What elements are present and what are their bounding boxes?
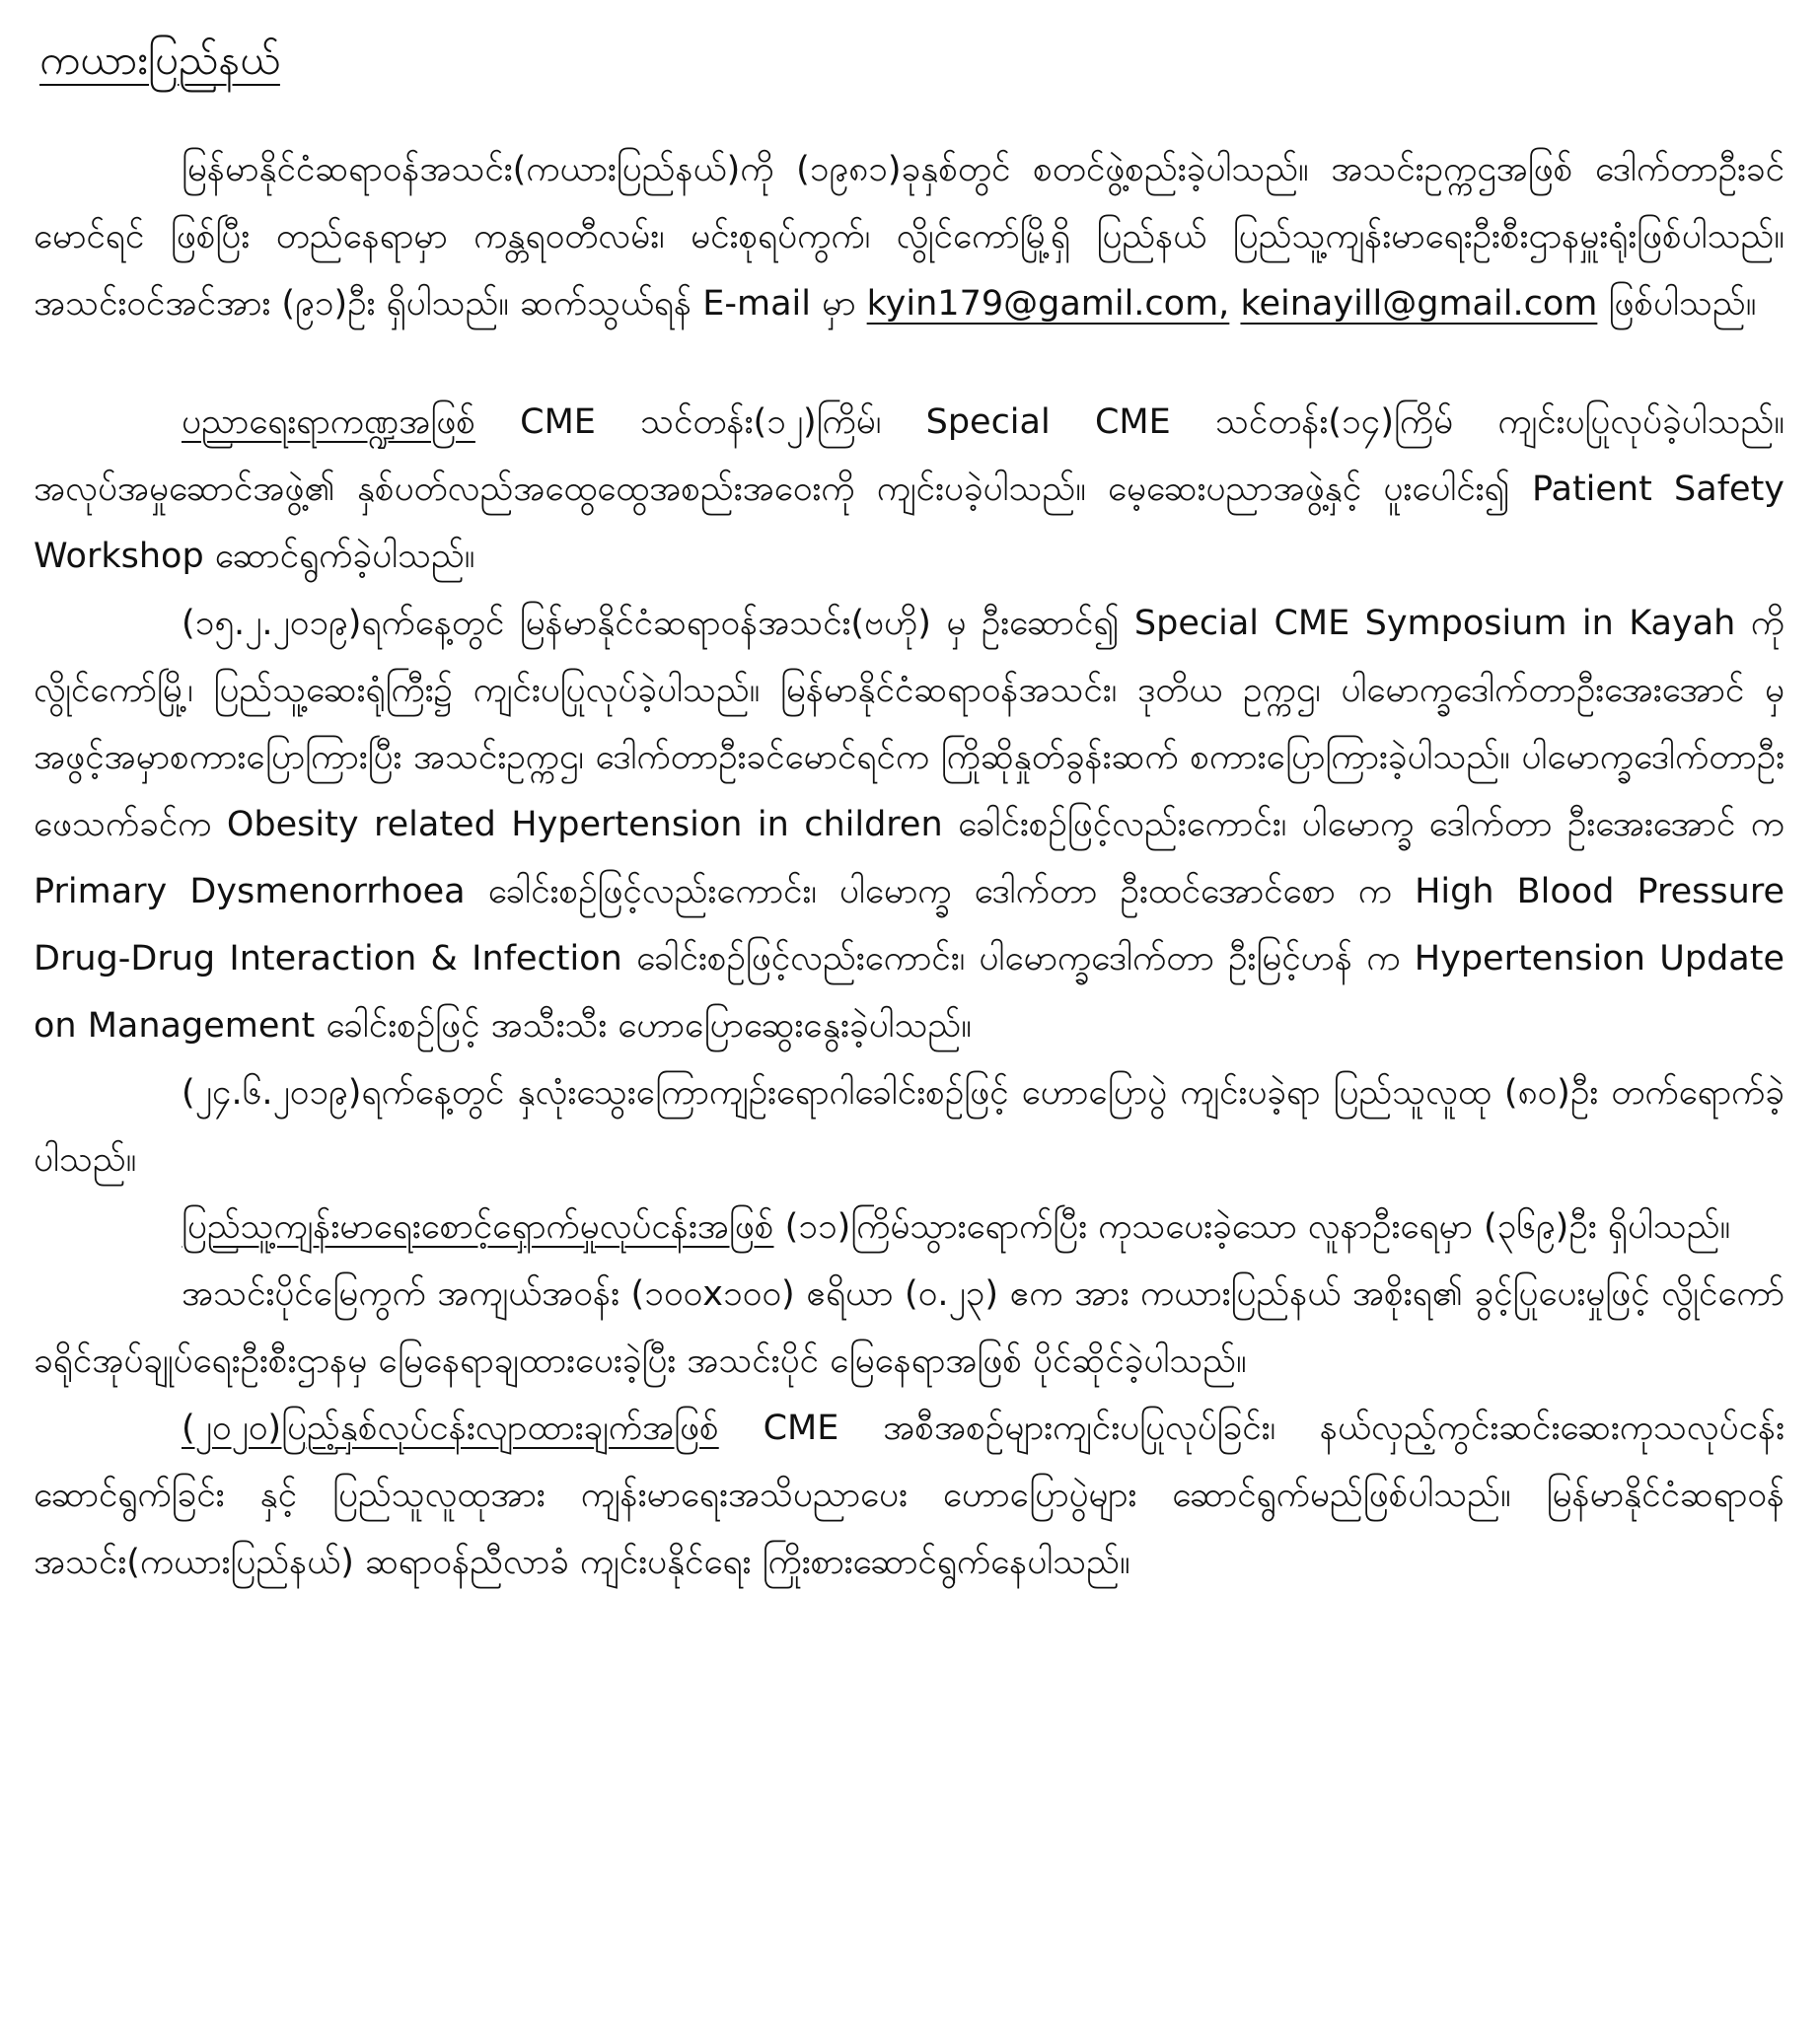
paragraph-public-health xyxy=(34,1194,1784,1261)
email-link-1[interactable]: kyin179@gamil.com, xyxy=(866,284,1230,324)
intro-end-text: ဖြစ်ပါသည်။ xyxy=(1608,284,1757,324)
paragraph-education xyxy=(34,389,1784,590)
email-link-2[interactable]: keinayill@gmail.com xyxy=(1240,284,1598,324)
paragraph-symposium xyxy=(34,590,1784,1059)
paragraph-land xyxy=(34,1261,1784,1395)
plan-heading: (၂၀၂၀)ပြည့်နှစ်လုပ်ငန်းလျာထားချက်အဖြစ် xyxy=(182,1409,719,1448)
plan-text: CME အစီအစဉ်များကျင်းပပြုလုပ်ခြင်း၊ နယ်လှည့်ကွင်းဆင်းဆေးကုသလုပ်ငန်းဆောင်ရွက်ခြင်း နှင့် ပြည်သူလူထုအား ကျန်းမာရေးအသိပညာပေး ဟောပြောပွဲများ ဆောင်ရွက်မည်ဖြစ်ပါသည်။ မြန်မာနိုင်ငံဆရာဝန်အသင်း(ကယားပြည်နယ်) ဆရာဝန်ညီလာခံ ကျင်းပနိုင်ရေး ကြိုးစားဆောင်ရွက်နေပါသည်။ xyxy=(34,1409,1784,1582)
talk-text: (၂၄.၆.၂၀၁၉)ရက်နေ့တွင် နှလုံးသွေးကြောကျဉ်းရောဂါခေါင်းစဉ်ဖြင့် ဟောပြောပွဲ ကျင်းပခဲ့ရာ ပြည်သူလူထု (၈၀)ဦး တက်ရောက်ခဲ့ပါသည်။ xyxy=(34,1073,1784,1180)
education-text: CME သင်တန်း(၁၂)ကြိမ်၊ Special CME သင်တန်း(၁၄)ကြိမ် ကျင်းပပြုလုပ်ခဲ့ပါသည်။ အလုပ်အမှုဆောင်အဖွဲ့၏ နှစ်ပတ်လည်အထွေထွေအစည်းအဝေးကို ကျင်းပခဲ့ပါသည်။ မေ့ဆေးပညာအဖွဲ့နှင့် ပူးပေါင်း၍ Patient Safety Workshop ဆောင်ရွက်ခဲ့ပါသည်။ xyxy=(34,402,1784,576)
public-health-text: (၁၁)ကြိမ်သွားရောက်ပြီး ကုသပေးခဲ့သော လူနာဦးရေမှာ (၃၆၉)ဦး ရှိပါသည်။ xyxy=(784,1207,1731,1247)
education-heading: ပညာရေးရာကဏ္ဍအဖြစ် xyxy=(182,402,475,442)
land-text: အသင်းပိုင်မြေကွက် အကျယ်အဝန်း (၁၀၀x၁၀၀) ဧရိယာ (၀.၂၃) ဧက အား ကယားပြည်နယ် အစိုးရ၏ ခွင့်ပြုပေးမှုဖြင့် လွိုင်ကော် ခရိုင်အုပ်ချုပ်ရေးဦးစီးဌာနမှ မြေနေရာချထားပေးခဲ့ပြီး အသင်းပိုင် မြေနေရာအဖြစ် ပိုင်ဆိုင်ခဲ့ပါသည်။ xyxy=(34,1274,1784,1381)
page-title: ကယားပြည်နယ် xyxy=(39,36,280,84)
intro-text: မြန်မာနိုင်ငံဆရာဝန်အသင်း(ကယားပြည်နယ်)ကို (၁၉၈၁)ခုနှစ်တွင် စတင်ဖွဲ့စည်းခဲ့ပါသည်။ အသင်းဥက္ကဌအဖြစ် ဒေါက်တာဦးခင်မောင်ရင် ဖြစ်ပြီး တည်နေရာမှာ ကန္တရဝတီလမ်း၊ မင်းစုရပ်ကွက်၊ လွိုင်ကော်မြို့ရှိ ပြည်နယ် ပြည်သူ့ကျန်းမာရေးဦးစီးဌာနမှူးရုံးဖြစ်ပါသည်။ အသင်းဝင်အင်အား (၉၁)ဦး ရှိပါသည်။ ဆက်သွယ်ရန် E-mail မှာ xyxy=(34,150,1784,324)
public-health-heading: ပြည်သူ့ကျန်းမာရေးစောင့်ရှောက်မှုလုပ်ငန်းအဖြစ် xyxy=(182,1207,774,1247)
paragraph-talk xyxy=(34,1059,1784,1194)
paragraph-intro xyxy=(34,136,1784,337)
symposium-text: (၁၅.၂.၂၀၁၉)ရက်နေ့တွင် မြန်မာနိုင်ငံဆရာဝန်အသင်း(ဗဟို) မှ ဦးဆောင်၍ Special CME Symposium in Kayah ကို လွိုင်ကော်မြို့၊ ပြည်သူ့ဆေးရုံကြီး၌ ကျင်းပပြုလုပ်ခဲ့ပါသည်။ မြန်မာနိုင်ငံဆရာဝန်အသင်း၊ ဒုတိယ ဥက္ကဌ၊ ပါမောက္ခဒေါက်တာဦးအေးအောင် မှ အဖွင့်အမှာစကားပြောကြားပြီး အသင်းဥက္ကဌ၊ ဒေါက်တာဦးခင်မောင်ရင်က ကြိုဆိုနှုတ်ခွန်းဆက် စကားပြောကြားခဲ့ပါသည်။ ပါမောက္ခဒေါက်တာဦးဖေသက်ခင်က Obesity related Hypertension in children ခေါင်းစဉ်ဖြင့်လည်းကောင်း၊ ပါမောက္ခ ဒေါက်တာ ဦးအေးအောင် က Primary Dysmenorrhoea ခေါင်းစဉ်ဖြင့်လည်းကောင်း၊ ပါမောက္ခ ဒေါက်တာ ဦးထင်အောင်စော က High Blood Pressure Drug-Drug Interaction & Infection ခေါင်းစဉ်ဖြင့်လည်းကောင်း၊ ပါမောက္ခဒေါက်တာ ဦးမြင့်ဟန် က Hypertension Update on Management ခေါင်းစဉ်ဖြင့် အသီးသီး ဟောပြောဆွေးနွေးခဲ့ပါသည်။ xyxy=(34,604,1784,1046)
paragraph-plan-2020 xyxy=(34,1395,1784,1596)
